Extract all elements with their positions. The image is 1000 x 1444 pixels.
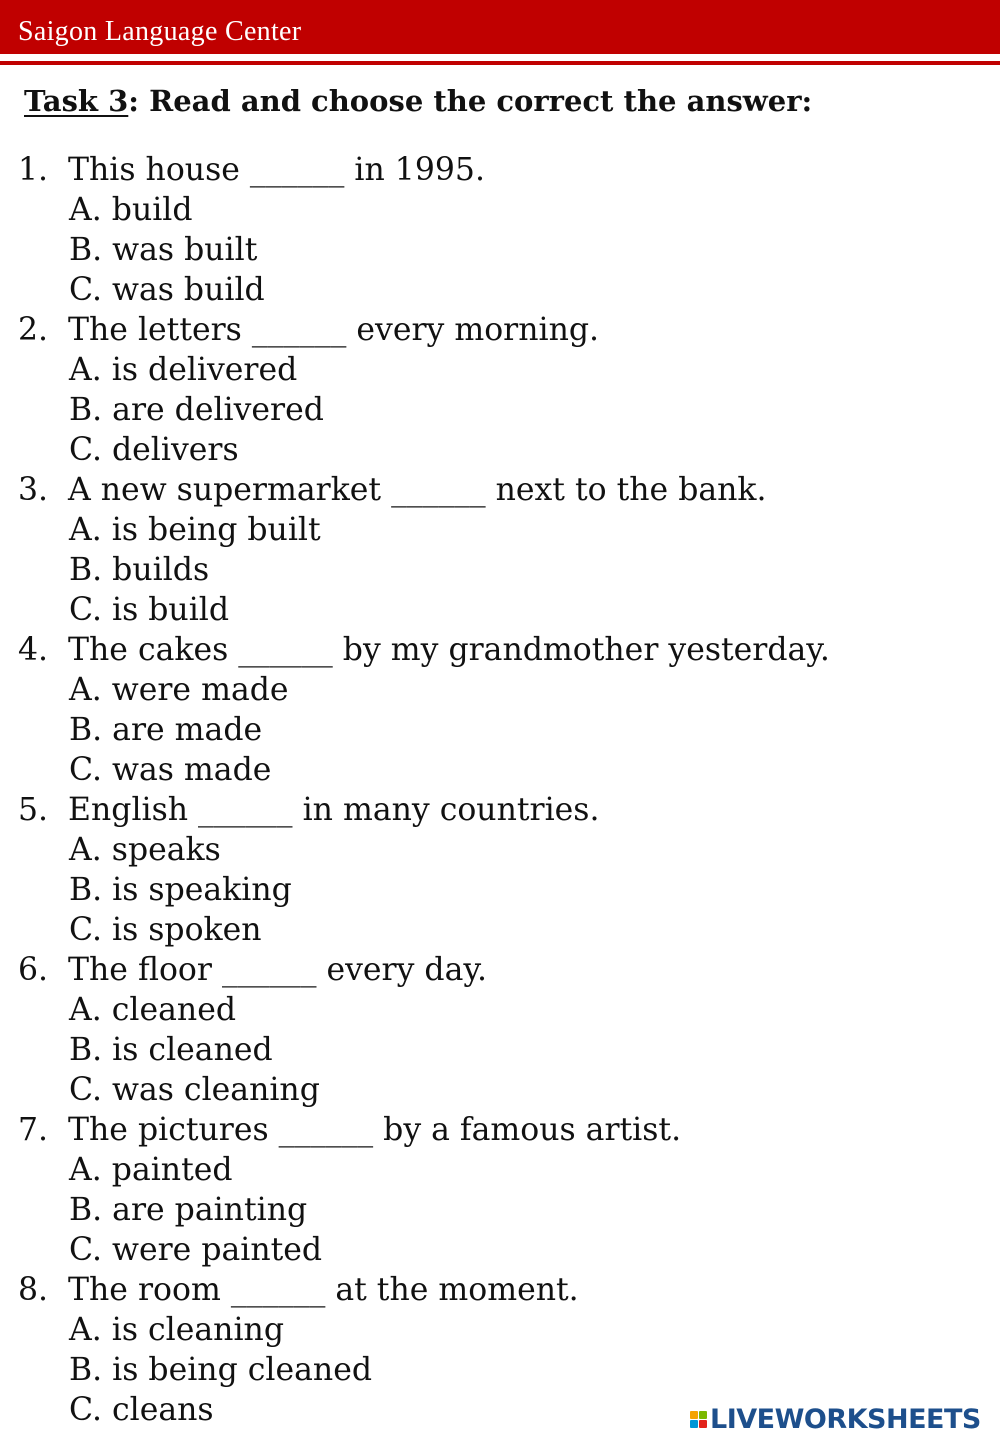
question-number: 8. xyxy=(18,1272,49,1308)
answer-option[interactable]: B. builds xyxy=(69,552,210,588)
question-4 xyxy=(0,630,1000,670)
logo-text: LIVEWORKSHEETS xyxy=(710,1403,981,1435)
answer-option[interactable]: C. was made xyxy=(69,752,272,788)
question-number: 4. xyxy=(18,632,49,668)
header-title: Saigon Language Center xyxy=(18,16,302,47)
question-text: The pictures ______ by a famous artist. xyxy=(68,1112,682,1148)
answer-option[interactable]: B. are painting xyxy=(69,1192,308,1228)
header-bar xyxy=(0,0,1000,54)
answer-option[interactable]: C. was cleaning xyxy=(69,1072,320,1108)
header-divider xyxy=(0,61,1000,65)
answer-option[interactable]: A. cleaned xyxy=(69,992,237,1028)
answer-option[interactable]: A. build xyxy=(69,192,193,228)
question-text: The cakes ______ by my grandmother yesterday. xyxy=(68,632,830,668)
question-number: 5. xyxy=(18,792,49,828)
answer-option[interactable]: A. speaks xyxy=(69,832,221,868)
answer-option[interactable]: C. is build xyxy=(69,592,230,628)
question-list xyxy=(0,150,1000,1430)
answer-option[interactable]: C. cleans xyxy=(69,1392,214,1428)
task-instruction: : Read and choose the correct the answer: xyxy=(128,84,813,118)
question-text: The letters ______ every morning. xyxy=(68,312,600,348)
answer-option[interactable]: B. was built xyxy=(69,232,258,268)
answer-option[interactable]: C. delivers xyxy=(69,432,239,468)
answer-option[interactable]: C. were painted xyxy=(69,1232,323,1268)
logo-squares-icon xyxy=(690,1411,707,1428)
question-6 xyxy=(0,950,1000,990)
task-label: Task 3 xyxy=(24,84,129,118)
question-number: 2. xyxy=(18,312,49,348)
answer-option[interactable]: A. is cleaning xyxy=(69,1312,284,1348)
answer-option[interactable]: A. is delivered xyxy=(69,352,298,388)
question-text: The room ______ at the moment. xyxy=(68,1272,579,1308)
task-heading xyxy=(24,84,812,118)
question-number: 7. xyxy=(18,1112,49,1148)
question-number: 6. xyxy=(18,952,49,988)
question-number: 3. xyxy=(18,472,49,508)
liveworksheets-logo xyxy=(690,1402,981,1436)
answer-option[interactable]: B. is speaking xyxy=(69,872,292,908)
question-number: 1. xyxy=(18,152,49,188)
question-text: The floor ______ every day. xyxy=(68,952,487,988)
answer-option[interactable]: C. is spoken xyxy=(69,912,262,948)
question-8 xyxy=(0,1270,1000,1310)
answer-option[interactable]: A. is being built xyxy=(69,512,321,548)
question-2 xyxy=(0,310,1000,350)
question-3 xyxy=(0,470,1000,510)
answer-option[interactable]: C. was build xyxy=(69,272,265,308)
answer-option[interactable]: B. are delivered xyxy=(69,392,324,428)
answer-option[interactable]: A. were made xyxy=(69,672,289,708)
question-7 xyxy=(0,1110,1000,1150)
question-1 xyxy=(0,150,1000,190)
question-5 xyxy=(0,790,1000,830)
question-text: English ______ in many countries. xyxy=(68,792,600,828)
answer-option[interactable]: B. are made xyxy=(69,712,263,748)
answer-option[interactable]: A. painted xyxy=(69,1152,233,1188)
answer-option[interactable]: B. is cleaned xyxy=(69,1032,273,1068)
answer-option[interactable]: B. is being cleaned xyxy=(69,1352,373,1388)
question-text: A new supermarket ______ next to the bank. xyxy=(68,472,767,508)
question-text: This house ______ in 1995. xyxy=(68,152,485,188)
